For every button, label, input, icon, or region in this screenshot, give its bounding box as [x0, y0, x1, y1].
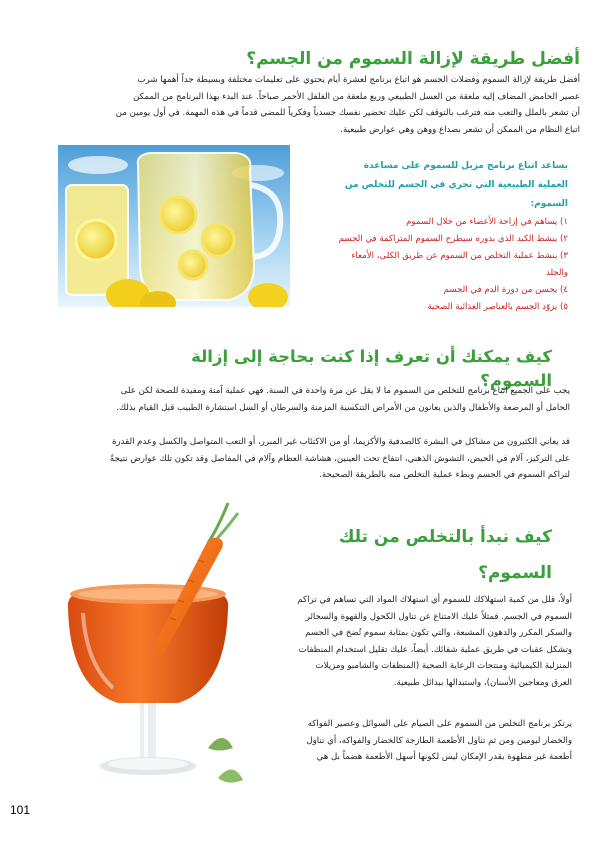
text-line: يساعد اتباع برنامج مزيل للسموم على مساعدة — [363, 161, 568, 171]
title-line: كيف نبدأ بالتخلص من تلك — [338, 527, 552, 547]
text-line: أن تشعر بالملل والتعب منه فترغب بالتوقف لكن عليك تحضير نفسك جسدياً وفكرياً للمضي قدماً في هذه المهمة. في أول يومين من — [115, 108, 580, 119]
benefits-list — [300, 214, 568, 316]
text-line: والسكر المكرر والدهون المشبعة، والتي تكون بمثابة سموم تُضخ في الجسم — [305, 628, 572, 639]
text-line: على التركيز، آلام في الحيض، التشوش الذهني، انتفاخ تحت العينين، هشاشة العظام وآلام في المفاصل وقد تكون تلك عوارض نتيجةً — [109, 453, 570, 464]
list-item: ٢) ينشط الكبد الذي بدوره سيطرح السموم المتراكمة في الجسم — [338, 234, 568, 244]
carrot-juice-image — [58, 498, 248, 794]
section3-title — [300, 519, 552, 591]
text-line: وتشكل عقبات في طريق عملية شفائك. أيضاً، عليك تقليل استخدام المنظفات — [298, 644, 572, 655]
page-number: 101 — [10, 803, 31, 817]
lemonade-image — [58, 145, 290, 307]
text-line: أولاً، قلل من كمية استهلاكك للسموم أي استهلاك المواد التي تساهم في تراكم — [297, 595, 572, 605]
benefits-intro — [300, 157, 568, 214]
section2-title: كيف يمكنك أن تعرف إذا كنت بحاجة إلى إزالة السموم؟ — [191, 347, 552, 390]
text-line: المنزلية الكيميائية ومنتجات الرعاية الصحية (المنظفات والشامبو ومزيلات — [315, 661, 572, 672]
text-line: العملية الطبيعية التي تجري في الجسم للتخلص من — [344, 180, 568, 190]
section3-paragraph2 — [254, 716, 572, 766]
text-line: قد يعاني الكثيرون من مشاكل في البشرة كالصدفية والأكزيما، أو من الاكتئاب غير المبرر، أو التعب المتواصل والكسل وعدم القدرة — [111, 437, 570, 447]
list-item: ١) يساهم في إزاحة الأعضاء من خلال السموم — [406, 217, 568, 227]
list-item: ٤) يحسن من دورة الدم في الجسم — [443, 285, 568, 295]
section3-paragraph1 — [254, 592, 572, 692]
list-item: والجلد — [545, 268, 568, 278]
text-line: السموم: — [530, 199, 568, 209]
section1-paragraph — [40, 72, 580, 138]
text-line: أطعمة غير مطهوة بقدر الإمكان ليس لكونها أسهل الأطعمة هضماً بل هي — [316, 752, 572, 763]
list-item: ٥) يزوّد الجسم بالعناصر الغذائية الصحية — [427, 302, 568, 312]
text-line: أفضل طريقة لإزالة السموم وفضلات الجسم هو اتباع برنامج لعشرة أيام يحتوي على تعليمات مختلفة وبسيطة جداً أهمها شرب — [137, 75, 580, 85]
text-line: يرتكز برنامج التخلص من السموم على الصيام على السوائل وعصير الفواكه — [307, 719, 572, 729]
text-line: عصير الحامض المضاف إليه ملعقة من العسل الطبيعي وربع ملعقة من الفلفل الأحمر صباحاً. عند البدء بهذا البرنامج من الممكن — [133, 91, 580, 102]
section2-paragraph1 — [60, 383, 570, 416]
text-line: والخضار ليومين ومن ثم تناول الأطعمة الطازجة كالخضار والفواكه، أي تناول — [306, 735, 572, 746]
text-line: اتباع النظام من الممكن أن تشعر بصداع ووهن وهي عوارض طبيعية. — [340, 124, 580, 135]
text-line: الحامل أو المرضعة والأطفال والذين يعانون من الأمراض التنكسية المزمنة والسرطان أو السل استشارة الطبيب قبل القيام بذلك. — [116, 402, 570, 413]
list-item: ٣) ينشط عملية التخلص من السموم عن طريق الكلى، الأمعاء — [351, 251, 568, 261]
section2-paragraph2 — [60, 434, 570, 484]
section1-title: أفضل طريقة لإزالة السموم من الجسم؟ — [246, 49, 580, 69]
text-line: يجب على الجميع اتباع برنامج للتخلص من السموم ما لا يقل عن مرة واحدة في السنة. فهي عملية آمنة ومفيدة للصحة لكن على — [120, 386, 570, 396]
text-line: لتراكم السموم في الجسم وبطء عملية التخلص منه بالطريقة الصحيحة. — [319, 470, 570, 481]
text-line: العرق ومعاجين الأسنان)، واستبدالها ببدائل طبيعية. — [393, 677, 572, 688]
text-line: السموم في الجسم. فمثلاً عليك الامتناع عن تناول الكحول والقهوة والسجائر — [305, 611, 572, 622]
title-line: السموم؟ — [478, 563, 552, 583]
